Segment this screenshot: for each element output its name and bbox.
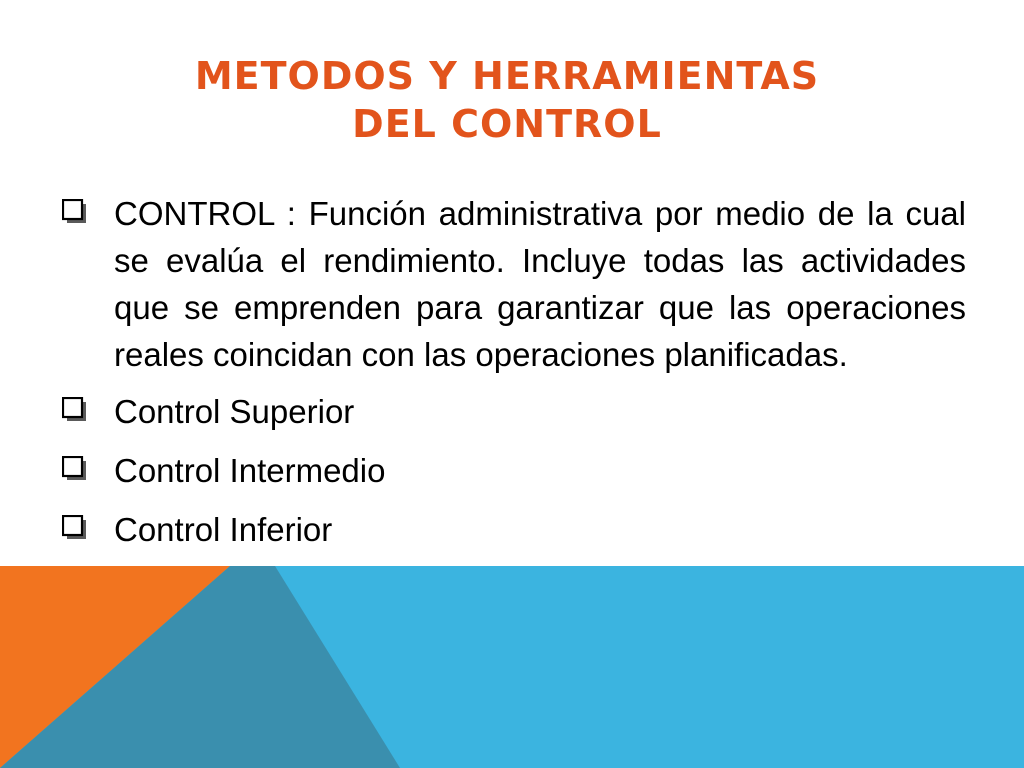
slide-title — [0, 52, 1014, 148]
checkbox-bullet-icon — [62, 199, 90, 227]
list-item — [62, 388, 966, 435]
checkbox-bullet-icon — [62, 456, 90, 484]
list-item — [62, 447, 966, 494]
checkbox-bullet-icon — [62, 515, 90, 543]
bullet-list — [62, 190, 966, 565]
list-item — [62, 190, 966, 378]
bullet-text: Control Inferior — [114, 511, 333, 548]
band-shapes — [0, 566, 1024, 768]
bullet-text: Control Superior — [114, 393, 355, 430]
bullet-text: Control Intermedio — [114, 452, 386, 489]
bullet-text: CONTROL : Función administrativa por medio de la cual se evalúa el rendimiento. Incluye todas las actividades que se emprenden para garantizar que las operaciones reales coincidan con las operaciones planificadas. — [114, 195, 966, 373]
title-line-2: DEL CONTROL — [352, 102, 662, 146]
checkbox-bullet-icon — [62, 397, 90, 425]
title-line-1: METODOS Y HERRAMIENTAS — [194, 54, 820, 98]
decorative-bottom-band — [0, 566, 1024, 768]
list-item — [62, 506, 966, 553]
